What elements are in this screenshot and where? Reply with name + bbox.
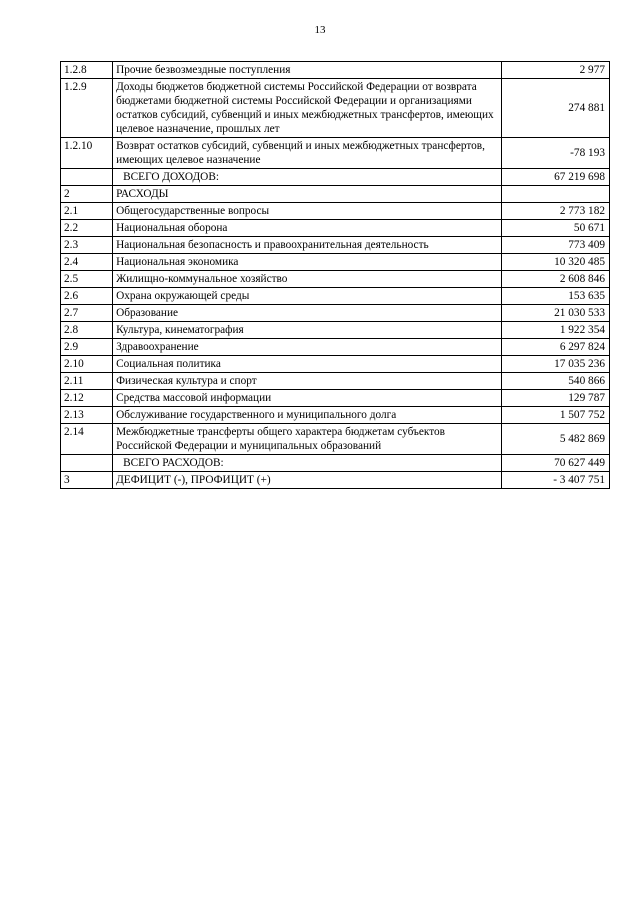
income-total-label: ВСЕГО ДОХОДОВ: <box>113 169 502 186</box>
row-value: 21 030 533 <box>501 305 609 322</box>
row-code: 2.2 <box>61 220 113 237</box>
row-code: 2.11 <box>61 373 113 390</box>
table-row <box>61 254 610 271</box>
row-value: 17 035 236 <box>501 356 609 373</box>
row-code: 2.1 <box>61 203 113 220</box>
expense-total-value: 70 627 449 <box>501 455 609 472</box>
row-code: 1.2.9 <box>61 79 113 138</box>
table-row <box>61 356 610 373</box>
row-code: 2.8 <box>61 322 113 339</box>
row-name: Общегосударственные вопросы <box>113 203 502 220</box>
row-name: Охрана окружающей среды <box>113 288 502 305</box>
row-value: 1 507 752 <box>501 407 609 424</box>
row-value <box>501 186 609 203</box>
row-code: 3 <box>61 472 113 489</box>
row-name: Физическая культура и спорт <box>113 373 502 390</box>
expense-total-row <box>61 455 610 472</box>
row-value: 2 608 846 <box>501 271 609 288</box>
row-value: 50 671 <box>501 220 609 237</box>
table-row <box>61 424 610 455</box>
table-row <box>61 203 610 220</box>
row-code: 2.10 <box>61 356 113 373</box>
row-value: 274 881 <box>501 79 609 138</box>
table-row <box>61 79 610 138</box>
row-code: 2.14 <box>61 424 113 455</box>
table-row <box>61 407 610 424</box>
budget-table <box>60 61 610 489</box>
table-row <box>61 220 610 237</box>
row-value: -78 193 <box>501 138 609 169</box>
row-name: Здравоохранение <box>113 339 502 356</box>
row-code <box>61 455 113 472</box>
table-row <box>61 138 610 169</box>
row-value: 2 977 <box>501 62 609 79</box>
row-name: Прочие безвозмездные поступления <box>113 62 502 79</box>
row-value: 540 866 <box>501 373 609 390</box>
row-code: 1.2.8 <box>61 62 113 79</box>
row-value: 773 409 <box>501 237 609 254</box>
row-value: 2 773 182 <box>501 203 609 220</box>
row-code: 2.13 <box>61 407 113 424</box>
table-row <box>61 373 610 390</box>
row-code: 2.12 <box>61 390 113 407</box>
row-value: 153 635 <box>501 288 609 305</box>
row-value: 6 297 824 <box>501 339 609 356</box>
row-name: Национальная оборона <box>113 220 502 237</box>
section-header-label: РАСХОДЫ <box>113 186 502 203</box>
table-row <box>61 390 610 407</box>
income-total-value: 67 219 698 <box>501 169 609 186</box>
row-code <box>61 169 113 186</box>
row-name: Доходы бюджетов бюджетной системы Российской Федерации от возврата бюджетами бюджетной системы Российской Федерации и организациями остатков субсидий, субвенций и иных межбюджетных трансфертов, имеющих целевое назначение, прошлых лет <box>113 79 502 138</box>
row-code: 2.3 <box>61 237 113 254</box>
row-code: 2.5 <box>61 271 113 288</box>
table-row <box>61 339 610 356</box>
table-row <box>61 322 610 339</box>
row-name: Культура, кинематография <box>113 322 502 339</box>
deficit-value: - 3 407 751 <box>501 472 609 489</box>
row-value: 129 787 <box>501 390 609 407</box>
row-name: Обслуживание государственного и муниципального долга <box>113 407 502 424</box>
row-name: Средства массовой информации <box>113 390 502 407</box>
row-value: 1 922 354 <box>501 322 609 339</box>
table-row <box>61 305 610 322</box>
row-code: 2 <box>61 186 113 203</box>
deficit-label: ДЕФИЦИТ (-), ПРОФИЦИТ (+) <box>113 472 502 489</box>
page-number: 13 <box>314 24 326 36</box>
row-code: 2.7 <box>61 305 113 322</box>
table-row <box>61 271 610 288</box>
row-code: 2.6 <box>61 288 113 305</box>
income-total-row <box>61 169 610 186</box>
row-code: 2.4 <box>61 254 113 271</box>
table-row <box>61 62 610 79</box>
row-value: 5 482 869 <box>501 424 609 455</box>
row-code: 2.9 <box>61 339 113 356</box>
row-value: 10 320 485 <box>501 254 609 271</box>
row-code: 1.2.10 <box>61 138 113 169</box>
deficit-row <box>61 472 610 489</box>
row-name: Национальная безопасность и правоохранительная деятельность <box>113 237 502 254</box>
row-name: Национальная экономика <box>113 254 502 271</box>
row-name: Образование <box>113 305 502 322</box>
row-name: Межбюджетные трансферты общего характера бюджетам субъектов Российской Федерации и муниципальных образований <box>113 424 502 455</box>
row-name: Возврат остатков субсидий, субвенций и иных межбюджетных трансфертов, имеющих целевое назначение <box>113 138 502 169</box>
table-row <box>61 237 610 254</box>
section-header-row <box>61 186 610 203</box>
row-name: Жилищно-коммунальное хозяйство <box>113 271 502 288</box>
row-name: Социальная политика <box>113 356 502 373</box>
table-row <box>61 288 610 305</box>
expense-total-label: ВСЕГО РАСХОДОВ: <box>113 455 502 472</box>
